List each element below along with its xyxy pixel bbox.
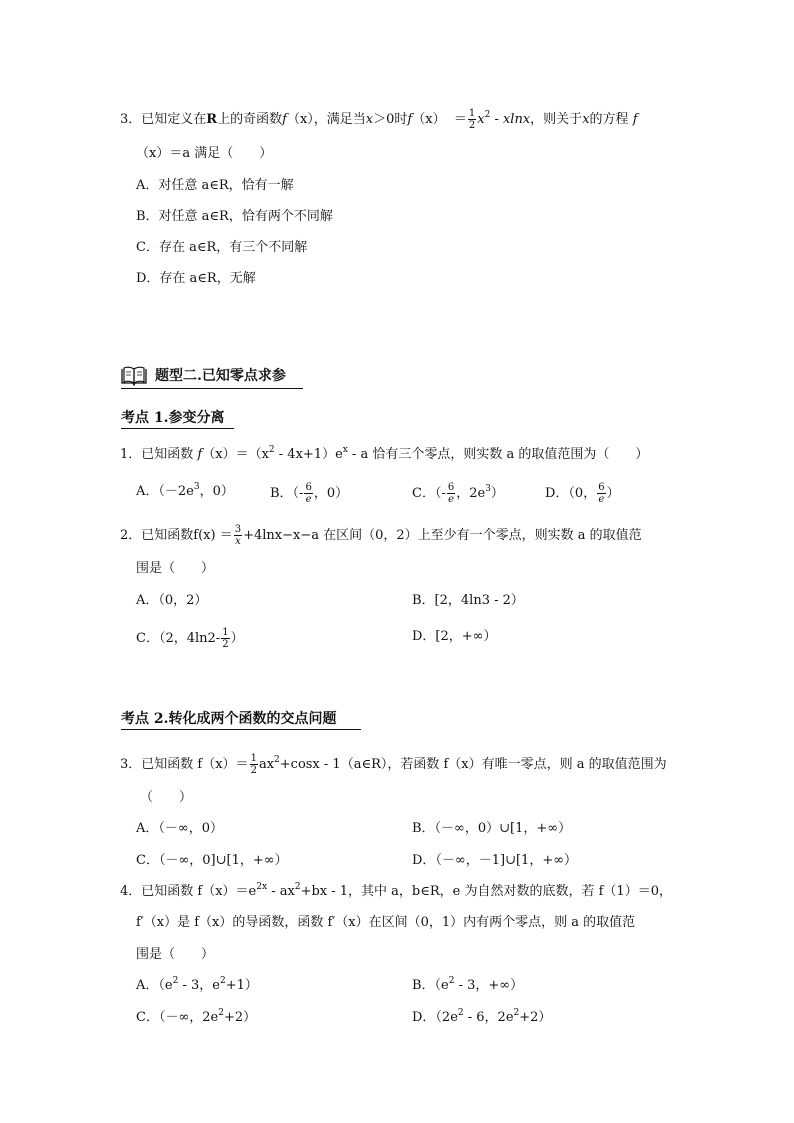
kaodian-2-underline	[121, 729, 361, 730]
question-4-line-2: f′（x）是 f（x）的导函数，函数 f′（x）在区间（0，1）内有两个零点，则 a 的取值范	[136, 915, 636, 930]
option-b: B．对任意 a∈R，恰有两个不同解	[136, 209, 333, 224]
q2-option-a: A．（0，2）	[136, 593, 208, 608]
option-c: C．存在 a∈R，有三个不同解	[136, 240, 308, 255]
kaodian-1-underline	[121, 428, 234, 429]
option-a: A．对任意 a∈R，恰有一解	[136, 178, 294, 193]
question-3-line-1: 3．已知函数 f（x）＝ $\frac{1}{2}$ $ax^2+\cos x$ - 1（a∈R），若函数 f（x）有唯一零点，则 a 的取值范围为	[120, 753, 667, 776]
option-d: D．存在 a∈R，无解	[136, 271, 256, 286]
q1-option-c: C．（- $\frac{6}{e}$ ，$2e^3$）	[412, 482, 504, 505]
q4-option-d: D．（$2e^2 - 6$，$2e^2+2$）	[412, 1008, 552, 1025]
section-underline	[121, 388, 303, 389]
q1-option-a: A．（$-2e^3$，0）	[136, 482, 234, 499]
q2-option-c: C．（2，4ln2- $\frac{1}{2}$ ）	[136, 627, 244, 650]
q3-option-c: C．（－∞，0]∪[1，+∞）	[136, 853, 288, 868]
q3-option-a: A．（－∞，0）	[136, 821, 223, 836]
kaodian-1-heading: 考点 1.参变分离	[121, 407, 225, 427]
question-4-line-3: 围是（ ）	[136, 947, 215, 962]
question-3-top-line-1: 3．已知定义在R上的奇函数f（x），满足当x＞0时f（x） ＝ $\frac{1}{2}$ $x^2$ - xlnx，则关于x的方程 f	[120, 108, 638, 131]
question-2-line-2: 围是（ ）	[136, 561, 215, 576]
open-book-icon	[121, 366, 147, 386]
question-3-line-2: （ ）	[140, 790, 193, 805]
q4-option-c: C．（－∞，$2e^2+2$）	[136, 1008, 257, 1025]
q4-option-b: B．（$e^2 - 3$，+∞）	[412, 976, 524, 993]
q3-option-b: B．（－∞，0）∪[1，+∞）	[412, 821, 572, 836]
q2-option-b: B．[2，4ln3 - 2）	[412, 593, 524, 608]
fraction-half: $\frac{1}{2}$	[468, 108, 476, 131]
q1-option-b: B．（- $\frac{6}{e}$ ，0）	[270, 482, 349, 505]
q2-option-d: D．[2，+∞）	[412, 629, 497, 644]
q3-option-d: D．（－∞，－1]∪[1，+∞）	[412, 853, 578, 868]
question-3-top-line-2: （x）＝a 满足（ ）	[136, 146, 273, 161]
question-2-line-1: 2．已知函数f(x) ＝ $\frac{3}{x}$ +4lnx−x−a 在区间（0，2）上至少有一个零点，则实数 a 的取值范	[120, 524, 642, 547]
question-4-line-1: 4．已知函数 $f(x)=e^{2x} - ax^2+bx - 1$，其中 a，b∈R，e 为自然对数的底数，若 f（1）＝0，	[120, 882, 672, 899]
kaodian-2-heading: 考点 2.转化成两个函数的交点问题	[121, 708, 337, 728]
section-title: 题型二.已知零点求参	[155, 368, 286, 384]
question-1-line-1: 1．已知函数 $f(x)=(x^2 - 4x+1)e^x - a$ 恰有三个零点，则实数 a 的取值范围为（ ）	[120, 445, 649, 462]
q1-option-d: D．（0， $\frac{6}{e}$ ）	[545, 482, 620, 505]
q4-option-a: A．（$e^2 - 3$，$e^2+1$）	[136, 976, 258, 993]
